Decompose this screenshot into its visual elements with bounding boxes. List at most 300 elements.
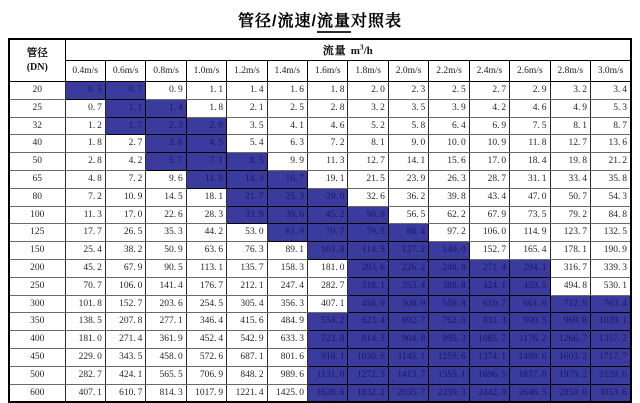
title-prefix: 管径/流速/ xyxy=(238,13,317,30)
flow-value-cell: 248. 8 xyxy=(429,259,469,277)
flow-value-cell: 6. 4 xyxy=(429,117,469,135)
flow-value-cell: 969. 8 xyxy=(550,313,590,331)
flow-value-cell: 3. 4 xyxy=(590,82,631,100)
flow-value-cell: 5. 2 xyxy=(348,117,388,135)
flow-value-cell: 2. 3 xyxy=(146,117,186,135)
flow-value-cell: 458. 0 xyxy=(348,295,388,313)
flow-value-cell: 3. 5 xyxy=(227,117,267,135)
flow-value-cell: 33. 9 xyxy=(227,206,267,224)
flow-value-cell: 7. 2 xyxy=(308,135,348,153)
flow-value-cell: 53. 0 xyxy=(227,224,267,242)
flow-value-cell: 190. 9 xyxy=(590,242,631,260)
flow-value-cell: 316. 7 xyxy=(550,259,590,277)
flow-value-cell: 1555. 1 xyxy=(429,366,469,384)
velocity-header: 2.8m/s xyxy=(550,61,590,82)
table-row xyxy=(9,206,631,224)
flow-value-cell: 12. 7 xyxy=(550,135,590,153)
flow-value-cell: 407. 1 xyxy=(308,295,348,313)
flow-value-cell: 152. 7 xyxy=(469,242,509,260)
flow-value-cell: 226. 2 xyxy=(388,259,428,277)
flow-value-cell: 1. 7 xyxy=(105,117,145,135)
flow-value-cell: 43. 4 xyxy=(469,188,509,206)
flow-value-cell: 508. 9 xyxy=(388,295,428,313)
flow-rate-unit: $m^3/h$ xyxy=(350,42,373,57)
flow-value-cell: 542. 9 xyxy=(227,331,267,349)
flow-value-cell: 229. 0 xyxy=(65,348,105,366)
flow-value-cell: 1266. 7 xyxy=(550,331,590,349)
flow-value-cell: 26. 5 xyxy=(105,224,145,242)
flow-value-cell: 4. 8 xyxy=(65,170,105,188)
flow-value-cell: 494. 8 xyxy=(550,277,590,295)
flow-value-cell: 11. 3 xyxy=(308,153,348,171)
flow-value-cell: 47. 0 xyxy=(510,188,550,206)
flow-value-cell: 458. 0 xyxy=(146,348,186,366)
flow-value-cell: 1. 4 xyxy=(227,82,267,100)
flow-value-cell: 19. 8 xyxy=(550,153,590,171)
flow-value-cell: 50. 9 xyxy=(348,206,388,224)
flow-value-cell: 10. 9 xyxy=(469,135,509,153)
table-row xyxy=(9,348,631,366)
velocity-header: 3.0m/s xyxy=(590,61,631,82)
flow-value-cell: 21. 5 xyxy=(348,170,388,188)
flow-value-cell: 2. 0 xyxy=(348,82,388,100)
flow-value-cell: 633. 3 xyxy=(267,331,307,349)
flow-value-cell: 356. 3 xyxy=(267,295,307,313)
table-row xyxy=(9,366,631,384)
flow-value-cell: 247. 4 xyxy=(267,277,307,295)
flow-value-cell: 388. 8 xyxy=(429,277,469,295)
flow-value-cell: 16. 7 xyxy=(267,170,307,188)
flow-value-cell: 10. 0 xyxy=(429,135,469,153)
flow-value-cell: 11. 8 xyxy=(510,135,550,153)
flow-value-cell: 995. 3 xyxy=(429,331,469,349)
dn-cell: 25 xyxy=(9,99,65,117)
flow-value-cell: 1603. 2 xyxy=(550,348,590,366)
flow-value-cell: 14. 3 xyxy=(227,170,267,188)
flow-header-row xyxy=(9,39,631,61)
flow-value-cell: 2239. 3 xyxy=(429,384,469,402)
flow-value-cell: 73. 5 xyxy=(510,206,550,224)
dn-cell: 50 xyxy=(9,153,65,171)
flow-value-cell: 45. 2 xyxy=(308,206,348,224)
flow-value-cell: 106. 0 xyxy=(105,277,145,295)
flow-value-cell: 424. 1 xyxy=(469,277,509,295)
flow-value-cell: 2. 7 xyxy=(105,135,145,153)
flow-value-cell: 106. 0 xyxy=(469,224,509,242)
flow-value-cell: 39. 6 xyxy=(267,206,307,224)
flow-value-cell: 135. 7 xyxy=(227,259,267,277)
flow-value-cell: 5. 7 xyxy=(146,153,186,171)
table-row xyxy=(9,259,631,277)
flow-value-cell: 1628. 6 xyxy=(308,384,348,402)
flow-value-cell: 158. 3 xyxy=(267,259,307,277)
flow-value-cell: 1374. 1 xyxy=(469,348,509,366)
table-row xyxy=(9,135,631,153)
velocity-header-row xyxy=(9,61,631,82)
flow-value-cell: 1. 8 xyxy=(186,99,226,117)
flow-value-cell: 346. 4 xyxy=(186,313,226,331)
pipe-diameter-header-line2: (DN) xyxy=(26,61,48,73)
flow-value-cell: 35. 3 xyxy=(146,224,186,242)
flow-value-cell: 114. 9 xyxy=(510,224,550,242)
flow-value-cell: 8. 7 xyxy=(590,117,631,135)
dn-cell: 65 xyxy=(9,170,65,188)
flow-value-cell: 1832. 2 xyxy=(348,384,388,402)
flow-value-cell: 63. 6 xyxy=(186,242,226,260)
flow-value-cell: 2646. 5 xyxy=(510,384,550,402)
flow-value-cell: 138. 5 xyxy=(65,313,105,331)
flow-value-cell: 723. 8 xyxy=(308,331,348,349)
flow-value-cell: 18. 4 xyxy=(510,153,550,171)
flow-value-cell: 1488. 6 xyxy=(510,348,550,366)
flow-value-cell: 127. 2 xyxy=(388,242,428,260)
dn-cell: 500 xyxy=(9,366,65,384)
flow-value-cell: 2. 5 xyxy=(429,82,469,100)
velocity-header: 0.6m/s xyxy=(105,61,145,82)
flow-value-cell: 6. 3 xyxy=(267,135,307,153)
flow-value-cell: 3. 6 xyxy=(146,135,186,153)
dn-cell: 125 xyxy=(9,224,65,242)
table-row xyxy=(9,331,631,349)
flow-value-cell: 203. 6 xyxy=(146,295,186,313)
flow-value-cell: 0. 5 xyxy=(65,82,105,100)
flow-value-cell: 565. 5 xyxy=(146,366,186,384)
flow-value-cell: 904. 8 xyxy=(388,331,428,349)
flow-value-cell: 484. 9 xyxy=(267,313,307,331)
table-row xyxy=(9,313,631,331)
flow-value-cell: 12. 7 xyxy=(348,153,388,171)
flow-value-cell: 14. 1 xyxy=(388,153,428,171)
flow-value-cell: 2. 8 xyxy=(308,99,348,117)
flow-value-cell: 254. 5 xyxy=(186,295,226,313)
flow-value-cell: 132. 5 xyxy=(590,224,631,242)
flow-value-cell: 294. 1 xyxy=(510,259,550,277)
flow-value-cell: 19. 1 xyxy=(308,170,348,188)
flow-value-cell: 530. 1 xyxy=(590,277,631,295)
flow-value-cell: 141. 4 xyxy=(146,277,186,295)
flow-value-cell: 4. 6 xyxy=(308,117,348,135)
flow-value-cell: 15. 6 xyxy=(429,153,469,171)
flow-value-cell: 1017. 9 xyxy=(186,384,226,402)
flow-value-cell: 687. 1 xyxy=(227,348,267,366)
flow-value-cell: 25. 4 xyxy=(65,242,105,260)
dn-cell: 20 xyxy=(9,82,65,100)
flow-value-cell: 25. 3 xyxy=(267,188,307,206)
velocity-header: 0.4m/s xyxy=(65,61,105,82)
flow-value-cell: 28. 7 xyxy=(469,170,509,188)
dn-cell: 40 xyxy=(9,135,65,153)
flow-value-cell: 452. 4 xyxy=(186,331,226,349)
flow-value-cell: 762. 0 xyxy=(429,313,469,331)
table-row xyxy=(9,277,631,295)
flow-value-cell: 17. 0 xyxy=(469,153,509,171)
flow-value-cell: 39. 8 xyxy=(429,188,469,206)
flow-value-cell: 97. 2 xyxy=(429,224,469,242)
pipe-flow-table xyxy=(8,38,632,403)
flow-value-cell: 36. 2 xyxy=(388,188,428,206)
flow-value-cell: 610. 7 xyxy=(469,295,509,313)
table-row xyxy=(9,153,631,171)
flow-value-cell: 0. 7 xyxy=(105,82,145,100)
flow-value-cell: 45. 2 xyxy=(65,259,105,277)
flow-value-cell: 56. 5 xyxy=(388,206,428,224)
flow-value-cell: 3. 9 xyxy=(429,99,469,117)
flow-value-cell: 31. 1 xyxy=(510,170,550,188)
flow-value-cell: 277. 1 xyxy=(146,313,186,331)
flow-value-cell: 61. 9 xyxy=(267,224,307,242)
flow-value-cell: 50. 9 xyxy=(146,242,186,260)
flow-value-cell: 62. 2 xyxy=(429,206,469,224)
flow-value-cell: 1030. 6 xyxy=(348,348,388,366)
flow-value-cell: 1717. 7 xyxy=(590,348,631,366)
flow-value-cell: 14. 5 xyxy=(146,188,186,206)
dn-cell: 32 xyxy=(9,117,65,135)
flow-value-cell: 424. 1 xyxy=(105,366,145,384)
flow-value-cell: 305. 4 xyxy=(227,295,267,313)
flow-value-cell: 23. 9 xyxy=(388,170,428,188)
flow-value-cell: 712. 5 xyxy=(550,295,590,313)
flow-value-cell: 1. 8 xyxy=(308,82,348,100)
flow-value-cell: 916. 1 xyxy=(308,348,348,366)
flow-value-cell: 848. 2 xyxy=(227,366,267,384)
flow-value-cell: 1. 6 xyxy=(267,82,307,100)
flow-value-cell: 17. 7 xyxy=(65,224,105,242)
flow-value-cell: 2. 8 xyxy=(65,153,105,171)
flow-value-cell: 572. 6 xyxy=(186,348,226,366)
flow-value-cell: 70. 7 xyxy=(65,277,105,295)
flow-value-cell: 207. 8 xyxy=(105,313,145,331)
flow-value-cell: 29. 0 xyxy=(308,188,348,206)
flow-value-cell: 2850. 0 xyxy=(550,384,590,402)
velocity-header: 1.4m/s xyxy=(267,61,307,82)
flow-value-cell: 1272. 3 xyxy=(348,366,388,384)
flow-value-cell: 8. 5 xyxy=(227,153,267,171)
flow-value-cell: 361. 9 xyxy=(146,331,186,349)
flow-value-cell: 623. 4 xyxy=(348,313,388,331)
flow-value-cell: 1. 8 xyxy=(65,135,105,153)
flow-value-cell: 1145. 1 xyxy=(388,348,428,366)
flow-value-cell: 114. 5 xyxy=(348,242,388,260)
flow-value-cell: 1425. 0 xyxy=(267,384,307,402)
flow-table-body xyxy=(9,82,631,403)
dn-cell: 400 xyxy=(9,331,65,349)
flow-value-cell: 13. 6 xyxy=(590,135,631,153)
table-row xyxy=(9,188,631,206)
flow-value-cell: 9. 0 xyxy=(388,135,428,153)
velocity-header: 2.4m/s xyxy=(469,61,509,82)
flow-value-cell: 989. 6 xyxy=(267,366,307,384)
flow-value-cell: 50. 7 xyxy=(550,188,590,206)
flow-value-cell: 2. 3 xyxy=(388,82,428,100)
flow-value-cell: 0. 7 xyxy=(65,99,105,117)
flow-value-cell: 18. 1 xyxy=(186,188,226,206)
flow-value-cell: 11. 9 xyxy=(186,170,226,188)
flow-value-cell: 101. 8 xyxy=(65,295,105,313)
flow-value-cell: 35. 8 xyxy=(590,170,631,188)
flow-value-cell: 28. 3 xyxy=(186,206,226,224)
flow-value-cell: 88. 4 xyxy=(388,224,428,242)
flow-value-cell: 343. 5 xyxy=(105,348,145,366)
flow-value-cell: 2442. 9 xyxy=(469,384,509,402)
flow-value-cell: 2. 9 xyxy=(510,82,550,100)
flow-value-cell: 2. 7 xyxy=(469,82,509,100)
flow-value-cell: 140. 0 xyxy=(429,242,469,260)
flow-value-cell: 5. 3 xyxy=(590,99,631,117)
flow-value-cell: 3053. 6 xyxy=(590,384,631,402)
flow-value-cell: 271. 4 xyxy=(469,259,509,277)
flow-value-cell: 2035. 7 xyxy=(388,384,428,402)
title-underlined-word: 流量 xyxy=(317,13,351,33)
flow-value-cell: 1176. 2 xyxy=(510,331,550,349)
flow-value-cell: 3. 2 xyxy=(348,99,388,117)
flow-value-cell: 7. 1 xyxy=(186,153,226,171)
flow-value-cell: 692. 7 xyxy=(388,313,428,331)
flow-value-cell: 33. 4 xyxy=(550,170,590,188)
flow-value-cell: 1131. 0 xyxy=(308,366,348,384)
flow-value-cell: 10. 9 xyxy=(105,188,145,206)
flow-value-cell: 113. 1 xyxy=(186,259,226,277)
pipe-diameter-header xyxy=(9,39,65,82)
flow-value-cell: 6. 9 xyxy=(469,117,509,135)
velocity-header: 2.6m/s xyxy=(510,61,550,82)
flow-value-cell: 2. 1 xyxy=(227,99,267,117)
flow-value-cell: 801. 6 xyxy=(267,348,307,366)
flow-value-cell: 181. 0 xyxy=(308,259,348,277)
flow-value-cell: 763. 4 xyxy=(590,295,631,313)
flow-value-cell: 212. 1 xyxy=(227,277,267,295)
flow-value-cell: 282. 7 xyxy=(65,366,105,384)
table-row xyxy=(9,117,631,135)
velocity-header: 2.0m/s xyxy=(388,61,428,82)
dn-cell: 150 xyxy=(9,242,65,260)
title-suffix: 对照表 xyxy=(350,13,402,30)
flow-value-cell: 7. 5 xyxy=(510,117,550,135)
flow-value-cell: 90. 5 xyxy=(146,259,186,277)
flow-value-cell: 54. 3 xyxy=(590,188,631,206)
flow-value-cell: 4. 6 xyxy=(510,99,550,117)
flow-value-cell: 610. 7 xyxy=(105,384,145,402)
flow-value-cell: 67. 9 xyxy=(469,206,509,224)
flow-value-cell: 3. 2 xyxy=(550,82,590,100)
flow-value-cell: 1. 1 xyxy=(105,99,145,117)
flow-value-cell: 203. 6 xyxy=(348,259,388,277)
flow-value-cell: 67. 9 xyxy=(105,259,145,277)
flow-value-cell: 339. 3 xyxy=(590,259,631,277)
flow-value-cell: 814. 3 xyxy=(348,331,388,349)
flow-value-cell: 84. 8 xyxy=(590,206,631,224)
flow-value-cell: 2. 9 xyxy=(186,117,226,135)
flow-value-cell: 44. 2 xyxy=(186,224,226,242)
velocity-header: 1.2m/s xyxy=(227,61,267,82)
flow-value-cell: 79. 2 xyxy=(550,206,590,224)
flow-value-cell: 178. 1 xyxy=(550,242,590,260)
flow-value-cell: 706. 9 xyxy=(186,366,226,384)
flow-value-cell: 165. 4 xyxy=(510,242,550,260)
flow-rate-header xyxy=(65,39,631,61)
flow-value-cell: 181. 0 xyxy=(65,331,105,349)
dn-cell: 100 xyxy=(9,206,65,224)
flow-value-cell: 814. 3 xyxy=(146,384,186,402)
dn-cell: 350 xyxy=(9,313,65,331)
table-row xyxy=(9,224,631,242)
flow-value-cell: 282. 7 xyxy=(308,277,348,295)
flow-value-cell: 152. 7 xyxy=(105,295,145,313)
flow-value-cell: 2. 5 xyxy=(267,99,307,117)
flow-value-cell: 22. 6 xyxy=(146,206,186,224)
flow-value-cell: 559. 8 xyxy=(429,295,469,313)
flow-value-cell: 1. 4 xyxy=(146,99,186,117)
flow-value-cell: 89. 1 xyxy=(267,242,307,260)
flow-value-cell: 5. 4 xyxy=(227,135,267,153)
velocity-header: 1.8m/s xyxy=(348,61,388,82)
flow-value-cell: 32. 6 xyxy=(348,188,388,206)
flow-value-cell: 3. 5 xyxy=(388,99,428,117)
flow-value-cell: 7. 2 xyxy=(105,170,145,188)
dn-cell: 600 xyxy=(9,384,65,402)
velocity-header: 2.2m/s xyxy=(429,61,469,82)
dn-cell: 80 xyxy=(9,188,65,206)
flow-value-cell: 21. 7 xyxy=(227,188,267,206)
flow-value-cell: 1259. 6 xyxy=(429,348,469,366)
table-row xyxy=(9,242,631,260)
velocity-header: 0.8m/s xyxy=(146,61,186,82)
flow-value-cell: 38. 2 xyxy=(105,242,145,260)
flow-value-cell: 831. 3 xyxy=(469,313,509,331)
flow-value-cell: 353. 4 xyxy=(388,277,428,295)
flow-value-cell: 1221. 4 xyxy=(227,384,267,402)
dn-cell: 450 xyxy=(9,348,65,366)
flow-rate-label: 流量 xyxy=(322,45,347,57)
flow-value-cell: 554. 2 xyxy=(308,313,348,331)
flow-value-cell: 76. 3 xyxy=(227,242,267,260)
dn-cell: 250 xyxy=(9,277,65,295)
flow-value-cell: 1413. 7 xyxy=(388,366,428,384)
flow-value-cell: 176. 7 xyxy=(186,277,226,295)
flow-value-cell: 8. 1 xyxy=(348,135,388,153)
flow-value-cell: 0. 9 xyxy=(146,82,186,100)
flow-value-cell: 17. 0 xyxy=(105,206,145,224)
page-title xyxy=(0,8,640,31)
velocity-header: 1.6m/s xyxy=(308,61,348,82)
table-row xyxy=(9,295,631,313)
flow-value-cell: 4. 9 xyxy=(550,99,590,117)
flow-value-cell: 21. 2 xyxy=(590,153,631,171)
flow-value-cell: 1. 1 xyxy=(186,82,226,100)
flow-value-cell: 8. 1 xyxy=(550,117,590,135)
flow-value-cell: 123. 7 xyxy=(550,224,590,242)
flow-value-cell: 661. 6 xyxy=(510,295,550,313)
pipe-diameter-header-line1: 管径 xyxy=(26,46,48,59)
table-row xyxy=(9,384,631,402)
flow-value-cell: 900. 5 xyxy=(510,313,550,331)
flow-value-cell: 4. 5 xyxy=(186,135,226,153)
flow-value-cell: 1. 2 xyxy=(65,117,105,135)
flow-value-cell: 4. 2 xyxy=(105,153,145,171)
flow-value-cell: 101. 8 xyxy=(308,242,348,260)
flow-value-cell: 459. 5 xyxy=(510,277,550,295)
flow-value-cell: 11. 3 xyxy=(65,206,105,224)
flow-value-cell: 271. 4 xyxy=(105,331,145,349)
flow-value-cell: 9. 9 xyxy=(267,153,307,171)
table-row xyxy=(9,99,631,117)
flow-value-cell: 26. 3 xyxy=(429,170,469,188)
flow-value-cell: 9. 6 xyxy=(146,170,186,188)
dn-cell: 300 xyxy=(9,295,65,313)
flow-value-cell: 1696. 5 xyxy=(469,366,509,384)
flow-value-cell: 70. 7 xyxy=(308,224,348,242)
flow-value-cell: 415. 6 xyxy=(227,313,267,331)
flow-value-cell: 1357. 2 xyxy=(590,331,631,349)
